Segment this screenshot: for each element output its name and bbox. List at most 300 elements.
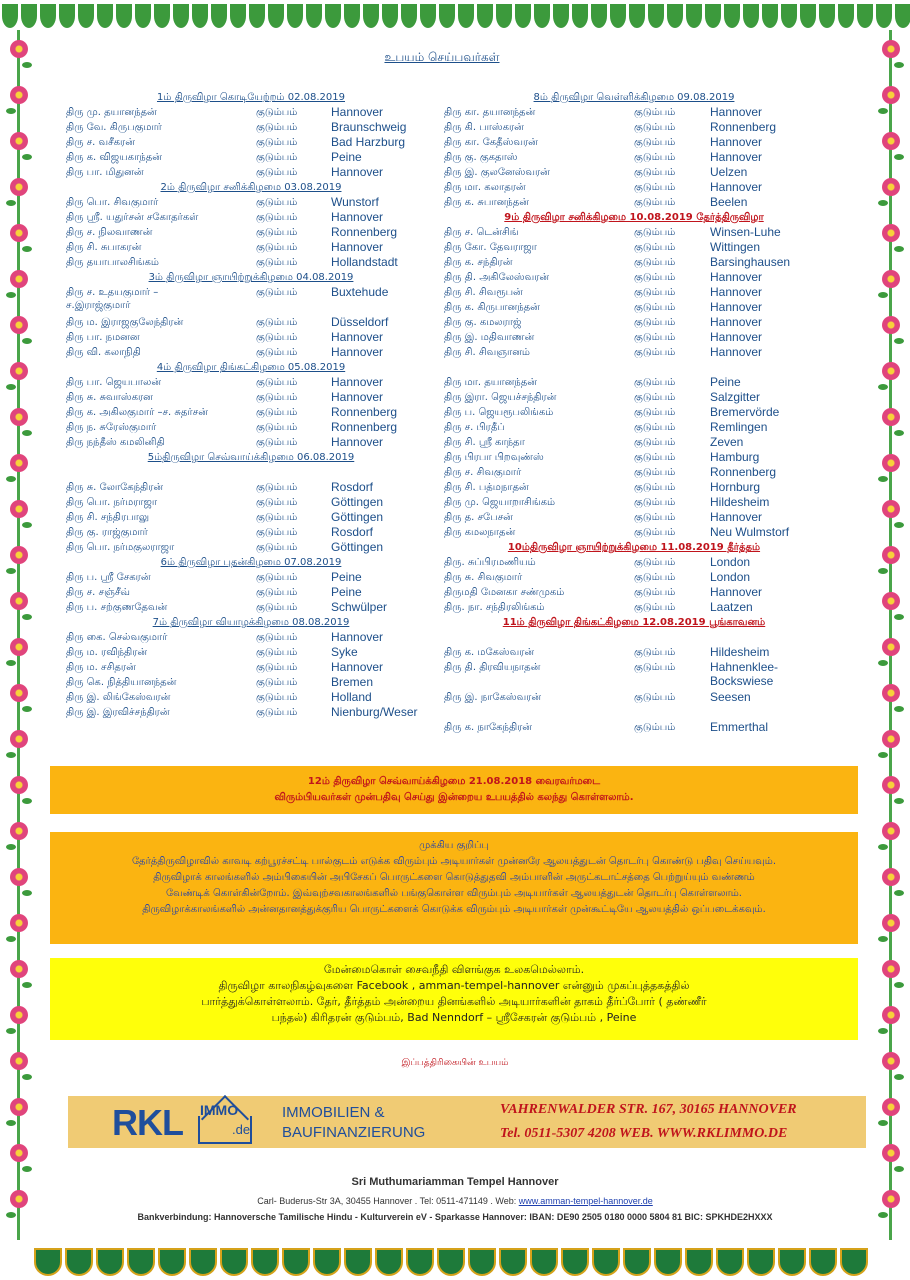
- sponsor-row: [66, 225, 436, 240]
- sponsor-name: திரு பா. ஜெயபாலன்: [66, 377, 162, 388]
- leaf-icon: [22, 890, 32, 896]
- sponsor-row: [444, 690, 824, 705]
- sponsor-row: [444, 405, 824, 420]
- leaf-icon: [894, 246, 904, 252]
- flower-icon: [10, 224, 28, 242]
- sponsor-name: திரு பா. நமனன: [66, 332, 140, 343]
- sponsor-name: திரு கு. ராஜ்குமார்: [66, 527, 148, 538]
- sponsor-name: திரு ந. சுரேஸ்குமார்: [66, 422, 157, 433]
- flower-icon: [10, 500, 28, 518]
- address-text: Carl- Buderus-Str 3A, 30455 Hannover . Tel: 0511-471149 . Web:: [257, 1196, 519, 1206]
- lamp-icon: [127, 1248, 155, 1276]
- sponsor-name: திரு இ. இரவிச்சந்திரன்: [66, 707, 170, 718]
- leaf-icon: [6, 1212, 16, 1218]
- flower-icon: [882, 960, 900, 978]
- leaf-icon: [22, 62, 32, 68]
- sponsor-row: [66, 390, 436, 405]
- sponsor-name: திரு தி. அகிலேஸ்வரன்: [444, 272, 550, 283]
- flower-icon: [882, 822, 900, 840]
- sponsor-row: [444, 135, 824, 150]
- leaf-icon: [894, 338, 904, 344]
- lamp-icon: [65, 1248, 93, 1276]
- leaf-icon: [878, 1212, 888, 1218]
- sponsor-row: [66, 510, 436, 525]
- sponsor-row: [444, 465, 824, 480]
- sponsor-city: Hannover: [710, 135, 763, 149]
- flower-icon: [882, 362, 900, 380]
- sponsor-row: [66, 105, 436, 120]
- sponsor-name: திரு ச. டென்சிங்: [444, 227, 519, 238]
- mango-leaf-icon: [534, 4, 550, 28]
- festival-heading: 3ம் திருவிழா ஞாயிற்றுக்கிழமை 04.08.2019: [148, 272, 354, 283]
- sponsor-row: [444, 420, 824, 435]
- section-spacer: [444, 360, 824, 375]
- lamp-icon: [158, 1248, 186, 1276]
- family-label: குடும்பம்: [256, 497, 298, 508]
- sponsor-row: [66, 210, 436, 225]
- flower-icon: [882, 132, 900, 150]
- sponsor-row: [444, 150, 824, 165]
- sponsor-city: Winsen-Luhe: [710, 225, 781, 239]
- mango-leaf-icon: [344, 4, 360, 28]
- flower-icon: [10, 960, 28, 978]
- leaf-icon: [6, 752, 16, 758]
- sponsor-name: திரு பிரபா பிறவுண்ஸ்: [444, 452, 544, 463]
- flower-icon: [882, 86, 900, 104]
- leaf-icon: [6, 660, 16, 666]
- leaf-icon: [894, 1166, 904, 1172]
- sponsor-row: [444, 225, 824, 240]
- family-label: குடும்பம்: [634, 722, 676, 733]
- sponsor-row: [66, 660, 436, 675]
- sponsor-row: [444, 195, 824, 210]
- flower-icon: [882, 1190, 900, 1208]
- sponsor-row: [66, 375, 436, 390]
- leaf-icon: [894, 1074, 904, 1080]
- sponsor-city-cont: Bockswiese: [710, 674, 774, 688]
- mango-leaf-icon: [249, 4, 265, 28]
- sponsor-city: Nienburg/Weser: [331, 705, 418, 719]
- lamp-icon: [685, 1248, 713, 1276]
- sponsor-city: Peine: [331, 150, 362, 164]
- sponsor-row: [66, 675, 436, 690]
- lamp-icon: [716, 1248, 744, 1276]
- important-note-box: [50, 832, 858, 944]
- family-label: குடும்பம்: [256, 332, 298, 343]
- sponsor-row: [444, 285, 824, 300]
- sponsor-city: Göttingen: [331, 495, 384, 509]
- sponsor-row: [444, 495, 824, 510]
- family-label: குடும்பம்: [634, 407, 676, 418]
- sponsor-name: திரு ம. சசிதரன்: [66, 662, 136, 673]
- sponsor-city: Holland: [331, 690, 372, 704]
- rkl-logo-text: RKL: [112, 1102, 183, 1143]
- sponsor-city: Göttingen: [331, 510, 384, 524]
- note-line: திருவிழாக்காலங்களில் அன்னதானத்துக்குரிய பொருட்களைக் கொடுக்க விரும்பும் அடியார்கள் முன்கூட்டியே ஆலயத்தில் ஒப்படைக்கவும்.: [142, 904, 766, 915]
- sponsor-city: Hannover: [710, 330, 763, 344]
- sponsor-name: திரு கா. கேதீஸ்வரன்: [444, 137, 538, 148]
- family-label: குடும்பம்: [256, 602, 298, 613]
- mango-leaf-icon: [743, 4, 759, 28]
- leaf-icon: [6, 936, 16, 942]
- page-title: உபயம் செய்பவர்கள்: [384, 50, 500, 64]
- sponsor-name: திரு வே. கிருபகுமார்: [66, 122, 162, 133]
- leaf-icon: [894, 522, 904, 528]
- mango-leaf-icon: [135, 4, 151, 28]
- family-label: குடும்பம்: [256, 407, 298, 418]
- sponsor-city: Hannover: [331, 435, 384, 449]
- family-label: குடும்பம்: [256, 197, 298, 208]
- sponsor-name: திரு க. நாகேந்திரன்: [444, 722, 533, 733]
- family-label: குடும்பம்: [634, 257, 676, 268]
- lamp-icon: [778, 1248, 806, 1276]
- sponsor-city: Ronnenberg: [331, 420, 398, 434]
- sponsor-name: திரு சு. லோகேந்திரன்: [66, 482, 164, 493]
- family-label: குடும்பம்: [256, 227, 298, 238]
- mango-leaf-icon: [211, 4, 227, 28]
- leaf-icon: [878, 568, 888, 574]
- family-label: குடும்பம்: [634, 302, 676, 313]
- notice-box-12th-festival: [50, 766, 858, 814]
- sponsor-row: [444, 300, 824, 315]
- sponsor-city: Peine: [331, 570, 362, 584]
- mango-leaf-icon: [116, 4, 132, 28]
- sponsor-city: Hannover: [331, 165, 384, 179]
- sponsor-row: [66, 705, 436, 720]
- flower-icon: [882, 270, 900, 288]
- sponsor-city: Hannover: [710, 150, 763, 164]
- flower-icon: [10, 546, 28, 564]
- sponsor-name: திரு ப. சற்குணதேவன்: [66, 602, 168, 613]
- sponsor-city: Düsseldorf: [331, 315, 389, 329]
- sponsor-name: திரு சி. ஸ்ரீ காந்தா: [444, 437, 525, 448]
- mango-leaf-icon: [648, 4, 664, 28]
- flower-icon: [10, 776, 28, 794]
- family-label: குடும்பம்: [634, 227, 676, 238]
- lamp-icon: [313, 1248, 341, 1276]
- mango-leaf-icon: [724, 4, 740, 28]
- sponsor-row: [66, 330, 436, 345]
- family-label: குடும்பம்: [256, 527, 298, 538]
- sponsor-row: [444, 570, 824, 585]
- sponsor-city: Hannover: [331, 330, 384, 344]
- sponsor-city: Ronnenberg: [331, 405, 398, 419]
- flower-icon: [882, 638, 900, 656]
- family-label: குடும்பம்: [634, 137, 676, 148]
- lamp-icon: [654, 1248, 682, 1276]
- leaf-icon: [22, 338, 32, 344]
- flower-vine-right: [876, 30, 906, 1240]
- facebook-info-box: [50, 958, 858, 1040]
- sponsor-city: Braunschweig: [331, 120, 407, 134]
- flower-icon: [10, 822, 28, 840]
- family-label: குடும்பம்: [634, 452, 676, 463]
- family-label: குடும்பம்: [256, 212, 298, 223]
- festival-heading: 6ம் திருவிழா புதன்கிழமை 07.08.2019: [160, 557, 342, 568]
- mango-leaf-icon: [895, 4, 910, 28]
- notice-line: 12ம் திருவிழா செவ்வாய்க்கிழமை 21.08.2018 வைரவர்மடை: [307, 776, 601, 787]
- flower-icon: [10, 270, 28, 288]
- lamp-icon: [530, 1248, 558, 1276]
- sponsor-name: திரு தி. திரவியநாதன்: [444, 662, 541, 673]
- sponsor-city: Hannover: [331, 210, 384, 224]
- sponsor-city: Hannover: [331, 375, 384, 389]
- sponsor-city: Hannover: [710, 300, 763, 314]
- sponsor-city: Hildesheim: [710, 645, 770, 659]
- sponsor-row: [66, 570, 436, 585]
- sponsor-city: Hannover: [710, 105, 763, 119]
- print-sponsor-note: இப்பத்திரிகையின் உபயம்: [401, 1058, 509, 1068]
- sponsor-city: Seesen: [710, 690, 751, 704]
- mango-leaf-icon: [382, 4, 398, 28]
- mango-leaf-icon: [496, 4, 512, 28]
- sponsor-row: [66, 405, 436, 420]
- family-label: குடும்பம்: [256, 377, 298, 388]
- family-label: குடும்பம்: [634, 182, 676, 193]
- sponsor-name: திரு இ. லிங்கேஸ்வரன்: [66, 692, 171, 703]
- leaf-icon: [894, 798, 904, 804]
- sponsor-city: Hildesheim: [710, 495, 770, 509]
- flower-icon: [882, 592, 900, 610]
- sponsor-city: London: [710, 555, 751, 569]
- sponsor-row: [444, 585, 824, 600]
- sponsor-city: Salzgitter: [710, 390, 761, 404]
- sponsor-name: திரு ச. பிரதீப்: [444, 422, 505, 433]
- sponsor-name: திரு க. விஜயகாந்தன்: [66, 152, 162, 163]
- sponsor-city: Remlingen: [710, 420, 768, 434]
- family-label: குடும்பம்: [634, 332, 676, 343]
- mango-leaf-icon: [268, 4, 284, 28]
- sponsor-name: திரு கு. கமலராஜ்: [444, 317, 522, 328]
- lamp-icon: [96, 1248, 124, 1276]
- mango-leaf-icon: [458, 4, 474, 28]
- family-label: குடும்பம்: [256, 512, 298, 523]
- mango-leaf-icon: [876, 4, 892, 28]
- sponsor-name: திரு கெ. நித்தியானந்தன்: [66, 677, 177, 688]
- festival-heading: 7ம் திருவிழா வியாழக்கிழமை 08.08.2019: [152, 617, 350, 628]
- sponsor-city: Hannover: [331, 105, 384, 119]
- festival-heading: 1ம் திருவிழா கொடியேற்றம் 02.08.2019: [156, 92, 345, 103]
- sponsor-list-right: [444, 90, 824, 735]
- leaf-icon: [894, 430, 904, 436]
- sponsor-city: Hornburg: [710, 480, 761, 494]
- sponsor-row: [444, 255, 824, 270]
- sponsor-name: திரு க. மகேஸ்வரன்: [444, 647, 535, 658]
- sponsor-name: திரு பொ. நர்மகுலராஜா: [66, 542, 175, 553]
- family-label: குடும்பம்: [634, 167, 676, 178]
- sponsor-city: Hannover: [710, 285, 763, 299]
- family-label: குடும்பம்: [634, 692, 676, 703]
- flower-icon: [10, 454, 28, 472]
- sponsor-row: [444, 600, 824, 615]
- sponsor-row: [444, 435, 824, 450]
- sponsor-name: திரு மு. தயானந்தன்: [66, 107, 157, 118]
- family-label: குடும்பம்: [634, 377, 676, 388]
- mango-leaf-icon: [705, 4, 721, 28]
- sponsor-city: Wittingen: [710, 240, 761, 254]
- leaf-icon: [6, 292, 16, 298]
- festival-heading: 10ம்திருவிழா ஞாயிற்றுக்கிழமை 11.08.2019 தீர்த்தம்: [507, 542, 761, 553]
- sponsor-row: [66, 480, 436, 495]
- section-spacer: [66, 465, 436, 480]
- leaf-icon: [894, 890, 904, 896]
- sponsor-name: திரு ப. ஸ்ரீ சேகரன்: [66, 572, 151, 583]
- sponsor-name: திரு கை. செல்வகுமார்: [66, 632, 168, 643]
- lamp-icon: [375, 1248, 403, 1276]
- mango-leaf-icon: [40, 4, 56, 28]
- sponsor-row: [444, 330, 824, 345]
- sponsor-name: திரு சி. சந்திரபாலு: [66, 512, 150, 523]
- festival-heading: 8ம் திருவிழா வெள்ளிக்கிழமை 09.08.2019: [533, 92, 735, 103]
- sponsor-name: திரு கி. பாஸ்கரன்: [444, 122, 524, 133]
- family-label: குடும்பம்: [256, 422, 298, 433]
- mango-leaf-icon: [439, 4, 455, 28]
- family-label: குடும்பம்: [634, 317, 676, 328]
- festival-heading: 5ம்திருவிழா செவ்வாய்க்கிழமை 06.08.2019: [147, 452, 355, 463]
- website-link[interactable]: www.amman-tempel-hannover.de: [518, 1196, 653, 1206]
- lamp-border-bottom: [0, 1244, 910, 1280]
- sponsor-city: Göttingen: [331, 540, 384, 554]
- family-label: குடும்பம்: [256, 662, 298, 673]
- mango-leaf-icon: [819, 4, 835, 28]
- leaf-icon: [6, 844, 16, 850]
- sponsor-city: Hannover: [710, 585, 763, 599]
- sponsor-row: [66, 420, 436, 435]
- sponsor-row: [444, 390, 824, 405]
- sponsor-name: திரு தயாபாலசிங்கம்: [66, 257, 159, 268]
- sponsor-row: [66, 120, 436, 135]
- sponsor-city: Barsinghausen: [710, 255, 791, 269]
- temple-address: [60, 1196, 850, 1206]
- sponsor-name: திரு த. சபேசன்: [444, 512, 513, 523]
- mango-leaf-icon: [97, 4, 113, 28]
- leaf-icon: [22, 522, 32, 528]
- mango-leaf-icon: [686, 4, 702, 28]
- family-label: குடும்பம்: [634, 497, 676, 508]
- sponsor-city: Syke: [331, 645, 358, 659]
- sponsor-name: திரு ச. உதயகுமார் –: [66, 287, 159, 298]
- flower-icon: [10, 1144, 28, 1162]
- sponsor-row: [66, 585, 436, 600]
- leaf-icon: [6, 384, 16, 390]
- flower-icon: [882, 316, 900, 334]
- leaf-icon: [22, 1166, 32, 1172]
- mango-leaf-icon: [363, 4, 379, 28]
- mango-leaf-icon: [306, 4, 322, 28]
- sponsor-city: Hannover: [710, 510, 763, 524]
- sponsor-name: திரு சு. சிவகுமார்: [444, 572, 523, 583]
- flower-icon: [10, 1098, 28, 1116]
- sponsor-name: திரு ஸ்ரீ. யதுர்சன் சகோதர்கள்: [66, 212, 199, 223]
- sponsor-row: [444, 120, 824, 135]
- ad-line-baufinanzierung: BAUFINANZIERUNG: [282, 1124, 426, 1141]
- lamp-icon: [809, 1248, 837, 1276]
- leaf-icon: [894, 62, 904, 68]
- sponsor-row: [444, 105, 824, 120]
- leaf-icon: [878, 844, 888, 850]
- sponsor-city: Laatzen: [710, 600, 753, 614]
- sponsor-row: [66, 135, 436, 150]
- family-label: குடும்பம்: [634, 122, 676, 133]
- ad-line-immobilien: IMMOBILIEN &: [282, 1104, 385, 1121]
- family-label: குடும்பம்: [256, 347, 298, 358]
- sponsor-row: [66, 495, 436, 510]
- flower-icon: [882, 1098, 900, 1116]
- sponsor-name: திரு இ. நாகேஸ்வரன்: [444, 692, 542, 703]
- family-label: குடும்பம்: [634, 482, 676, 493]
- sponsor-city: Hannover: [331, 390, 384, 404]
- ad-address: VAHRENWALDER STR. 167, 30165 HANNOVER: [500, 1102, 797, 1117]
- leaf-icon: [22, 246, 32, 252]
- festival-heading: 4ம் திருவிழா திங்கட்கிழமை 05.08.2019: [156, 362, 346, 373]
- sponsor-row: [66, 435, 436, 450]
- sponsor-row: [444, 525, 824, 540]
- flower-icon: [882, 914, 900, 932]
- leaf-icon: [6, 200, 16, 206]
- family-label: குடும்பம்: [634, 287, 676, 298]
- lamp-icon: [189, 1248, 217, 1276]
- flower-icon: [10, 132, 28, 150]
- sponsor-list-left: [66, 90, 436, 720]
- flower-icon: [882, 178, 900, 196]
- sponsor-name: திரு. நா. சந்திரலிங்கம்: [444, 602, 545, 613]
- sponsor-city: Emmerthal: [710, 720, 769, 734]
- flower-icon: [10, 868, 28, 886]
- sponsor-name: திரு கா. தயானந்தன்: [444, 107, 536, 118]
- mango-leaf-icon: [420, 4, 436, 28]
- sponsor-city: Wunstorf: [331, 195, 379, 209]
- sponsor-name-cont: ச.இராஜ்குமார்: [66, 300, 131, 311]
- sponsor-city: Hannover: [710, 270, 763, 284]
- sponsor-name: திரு ச. நிலவாணன்: [66, 227, 153, 238]
- sponsor-row: [66, 630, 436, 645]
- sponsor-row: [66, 645, 436, 660]
- flower-icon: [882, 408, 900, 426]
- leaf-icon: [878, 936, 888, 942]
- mango-leaf-icon: [173, 4, 189, 28]
- family-label: குடும்பம்: [256, 437, 298, 448]
- leaf-icon: [894, 982, 904, 988]
- mango-leaf-icon: [857, 4, 873, 28]
- ad-tel-web: Tel. 0511-5307 4208 WEB. WWW.RKLIMMO.DE: [500, 1126, 788, 1141]
- mango-leaf-icon: [591, 4, 607, 28]
- sponsor-name: திருமதி மேனகா சண்முகம்: [444, 587, 565, 598]
- sponsor-row: [66, 150, 436, 165]
- leaf-icon: [22, 706, 32, 712]
- leaf-icon: [6, 1028, 16, 1034]
- lamp-icon: [406, 1248, 434, 1276]
- note-line: தேர்த்திருவிழாவில் காவடி கற்பூரச்சட்டி பால்குடம் எடுக்க விரும்பும் அடியார்கள் முன்னரே ஆலயத்துடன் தொடர்பு கொண்டு பதிவு செய்யவும்.: [131, 856, 777, 867]
- mango-leaf-icon: [838, 4, 854, 28]
- family-label: குடும்பம்: [634, 422, 676, 433]
- flower-icon: [882, 454, 900, 472]
- sponsor-row: [66, 285, 436, 315]
- sponsor-name: திரு கோ. தேவராஜா: [444, 242, 537, 253]
- leaf-icon: [22, 614, 32, 620]
- sponsor-name: திரு க. சந்திரன்: [444, 257, 513, 268]
- mango-leaf-icon: [800, 4, 816, 28]
- bank-details: Bankverbindung: Hannoversche Tamilische Hindu - Kulturverein eV - Sparkasse Hannover: IBAN: DE90 2505 0180 0000 5804 81 BIC: SPKHDE2HXXX: [137, 1212, 773, 1222]
- sponsor-city: Zeven: [710, 435, 744, 449]
- festival-heading: 2ம் திருவிழா சனிக்கிழமை 03.08.2019: [160, 182, 342, 193]
- family-label: குடும்பம்: [256, 647, 298, 658]
- lamp-icon: [747, 1248, 775, 1276]
- flower-icon: [10, 730, 28, 748]
- sponsor-row: [444, 240, 824, 255]
- family-label: குடும்பம்: [256, 392, 298, 403]
- de-logo-text: .de: [232, 1122, 251, 1137]
- leaf-icon: [22, 430, 32, 436]
